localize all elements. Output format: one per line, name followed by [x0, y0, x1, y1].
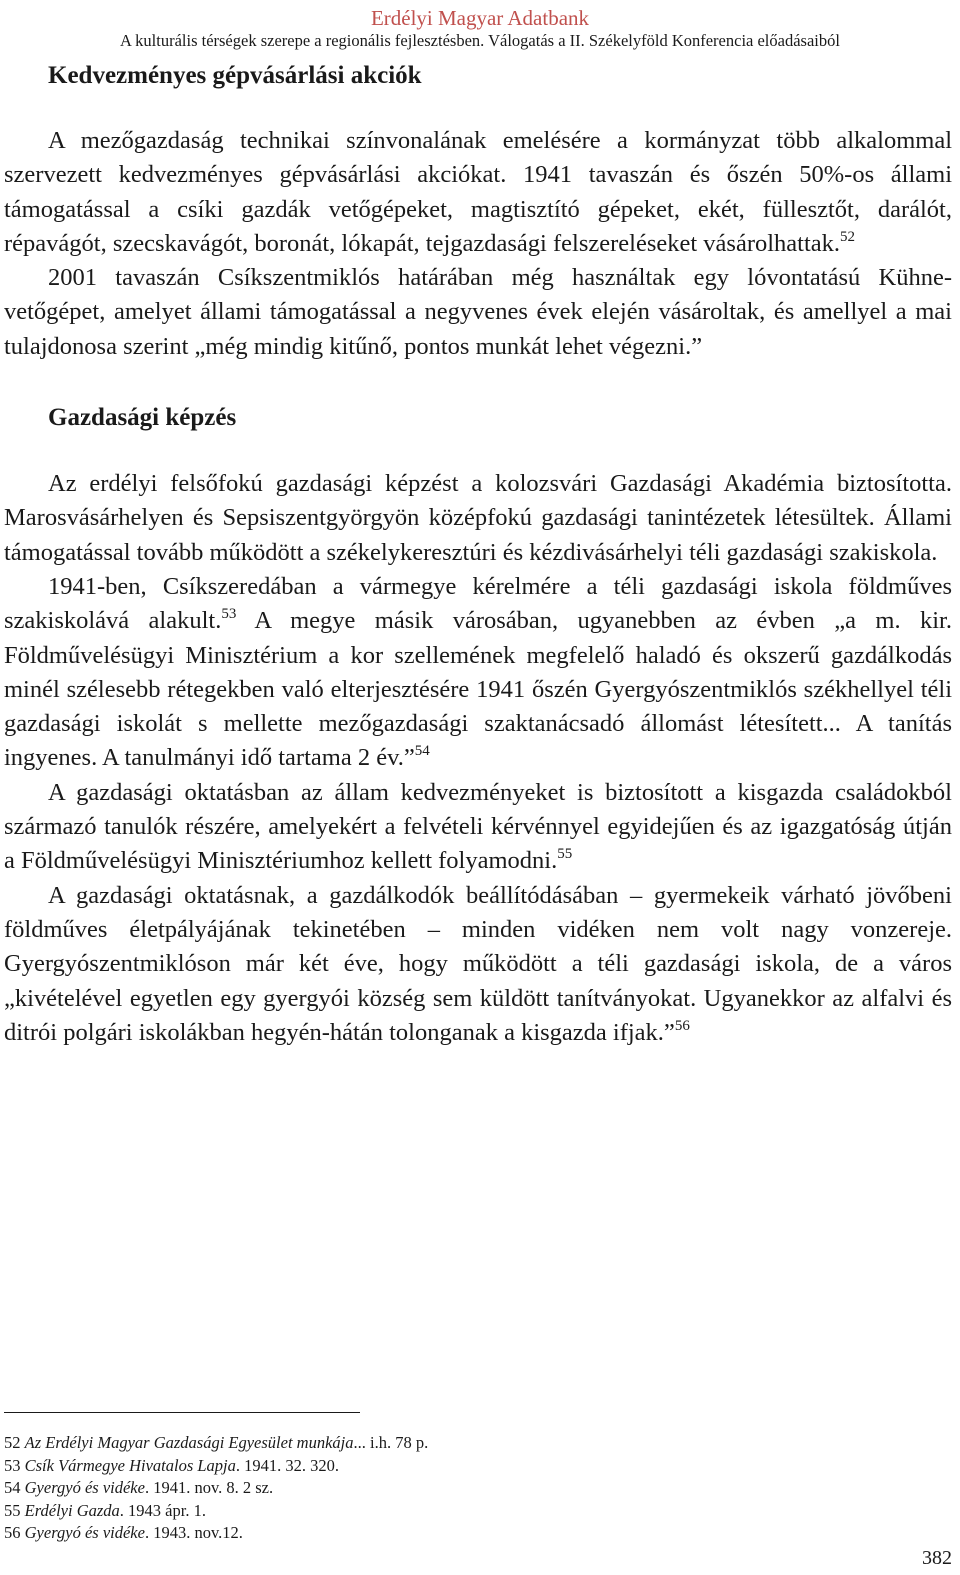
footnote-source-title: Erdélyi Gazda — [24, 1500, 120, 1520]
footnote-detail: ... i.h. 78 p. — [353, 1433, 429, 1452]
footnote-ref: 53 — [221, 606, 237, 623]
section-heading-machine-purchase: Kedvezményes gépvásárlási akciók — [48, 62, 422, 89]
footnote-detail: . 1943. nov.12. — [144, 1523, 243, 1543]
paragraph — [4, 124, 952, 261]
footnote-ref: 55 — [557, 846, 573, 863]
paragraph-text: Az erdélyi felsőfokú gazdasági képzést a kolozsvári Gazdasági Akadémia biztosította. Marosvásárhelyen és Sepsiszentgyörgyön középfokú gazdasági tanintézetek létesültek. Állami támogatással tovább működött a székelykeresztúri és kézdivásárhelyi téli gazdasági szakiskola. — [4, 470, 952, 566]
footnote — [4, 1477, 904, 1500]
footnote-source-title: Csík Vármegye Hivatalos Lapja — [24, 1455, 236, 1475]
footnote-detail: . 1943 ápr. 1. — [119, 1500, 206, 1520]
footnote-ref: 54 — [414, 743, 430, 760]
page-number: 382 — [922, 1547, 952, 1569]
footnote-number: 55 — [4, 1500, 21, 1520]
paragraph — [4, 879, 952, 1050]
footnote-number: 52 — [4, 1433, 21, 1452]
section-heading-economic-training: Gazdasági képzés — [48, 404, 237, 432]
footnote-divider — [4, 1412, 360, 1413]
footnote-detail: . 1941. nov. 8. 2 sz. — [144, 1478, 274, 1498]
footnote-source-title: Gyergyó és vidéke — [24, 1478, 145, 1498]
paragraph-text: A gazdasági oktatásnak, a gazdálkodók beállítódásában – gyermekeik várható jövőbeni földműves életpályájának tekinetében – minden vidéken nem volt nagy vonzereje. Gyergyószentmiklóson már két éve, hogy működött a téli gazdasági iskola, de a város „kivételével egyetlen egy gyergyói község sem küldött tanítványokat. Ugyanekkor az alfalvi és ditrói polgári iskolákban hegyén-hátán tolonganak a kisgazda ifjak.” — [4, 881, 952, 1046]
paragraph — [4, 570, 952, 776]
footnote-ref: 56 — [674, 1017, 690, 1034]
paragraph-text: 2001 tavaszán Csíkszentmiklós határában még használtak egy lóvontatású Kühne-vetőgépet, amelyet állami támogatással a negyvenes évek elején vásároltak, és amellyel a mai tulajdonosa szerint „még mindig kitűnő, pontos munkát lehet végezni.” — [4, 264, 952, 360]
paragraph — [4, 261, 952, 364]
footnotes — [4, 1432, 904, 1545]
footnote-ref: 52 — [840, 228, 856, 245]
paragraph — [4, 467, 952, 570]
footnote-source-title: Gyergyó és vidéke — [24, 1523, 145, 1543]
paragraph-text: A gazdasági oktatásban az állam kedvezményeket is biztosított a kisgazda családokból származó tanulók részére, amelyekért a felvételi kérvénnyel egyidejűen és az igazgatóság útján a Földművelésügyi Minisztériumhoz kellett folyamodni. — [4, 778, 952, 875]
footnote-source-title: Az Erdélyi Magyar Gazdasági Egyesület munkája — [24, 1433, 354, 1452]
footnote — [4, 1522, 904, 1545]
main-content — [4, 60, 952, 1050]
footnote-detail: . 1941. 32. 320. — [235, 1455, 340, 1475]
footnote-number: 56 — [4, 1523, 21, 1543]
footnote — [4, 1432, 904, 1455]
paragraph-text: A mezőgazdaság technikai színvonalának emelésére a kormányzat több alkalommal szervezett kedvezményes gépvásárlási akciókat. 1941 tavaszán és őszén 50%-os állami támogatással a csíki gazdák vetőgépeket, magtisztító gépeket, ekét, füllesztőt, darálót, répavágót, szecskavágót, boronát, lókapát, tejgazdasági felszereléseket vásárolhattak. — [4, 127, 952, 257]
site-title: Erdélyi Magyar Adatbank — [370, 6, 590, 30]
site-subtitle: A kulturális térségek szerepe a regionális fejlesztésben. Válogatás a II. Székelyföld Konferencia előadásaiból — [120, 31, 840, 50]
paragraph — [4, 776, 952, 879]
footnote-number: 54 — [4, 1478, 21, 1498]
footnote-number: 53 — [4, 1455, 21, 1475]
page-header — [0, 6, 960, 51]
footnote — [4, 1455, 904, 1478]
paragraph-text: 1941-ben, Csíkszeredában a vármegye kérelmére a téli gazdasági iskola földműves szakiskolává alakult. — [4, 572, 952, 635]
paragraph-text: A megye másik városában, ugyanebben az évben „a m. kir. Földművelésügyi Minisztérium a kor szellemének megfelelő haladó és okszerű gazdálkodás minél szélesebb rétegekben való elterjesztésére 1941 őszén Gyergyószentmiklós székhellyel téli gazdasági iskolát s mellette mezőgazdasági szaktanácsadó állomást létesített... A tanítás ingyenes. A tanulmányi idő tartama 2 év.” — [4, 607, 952, 772]
footnote — [4, 1500, 904, 1523]
